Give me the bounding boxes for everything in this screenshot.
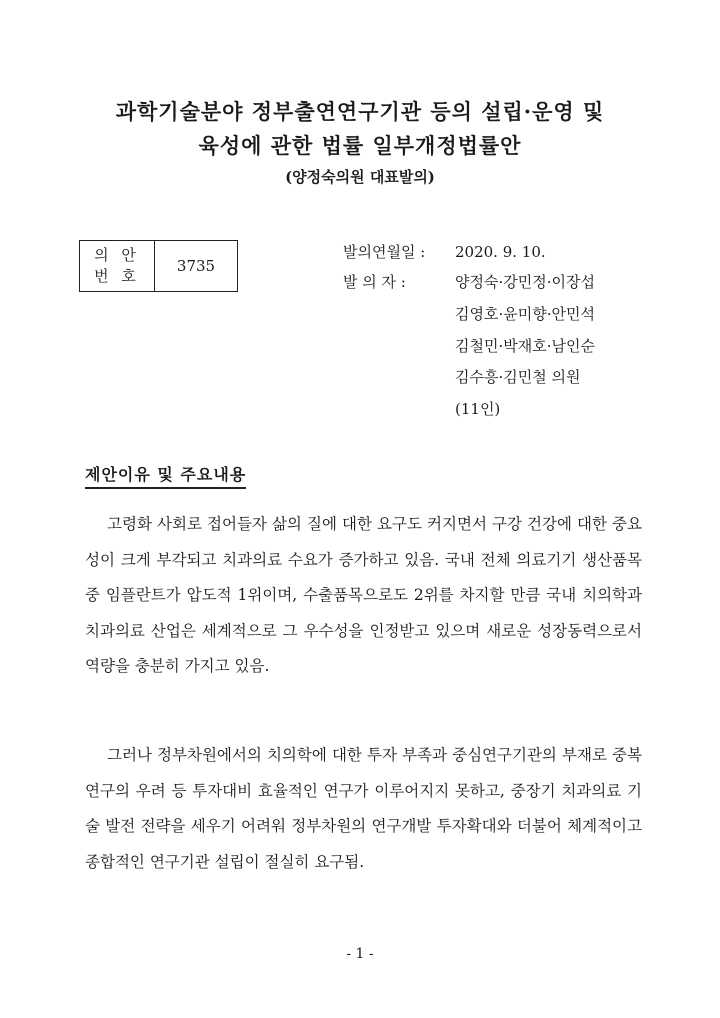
sponsor-line: 김철민·박재호·남인순 [455,337,595,355]
bill-number-label [80,241,155,292]
bill-number-box [79,240,238,292]
bill-title-line-2: 육성에 관한 법률 일부개정법률안 [198,133,522,158]
sponsor-row [343,271,595,292]
bill-title-line-1: 과학기술분야 정부출연연구기관 등의 설립·운영 및 [115,99,605,124]
sponsor-count: (11인) [455,400,501,418]
proposal-date-value: 2020. 9. 10. [455,243,546,261]
bill-number-value: 3735 [155,241,238,292]
bill-number-label-line-1: 의 안 [94,246,140,264]
body-paragraph: 고령화 사회로 접어들자 삶의 질에 대한 요구도 커지면서 구강 건강에 대한 중요성이 크게 부각되고 치과의료 수요가 증가하고 있음. 국내 전체 의료기기 생산품목 중 임플란트가 압도적 1위이며, 수출품목으로도 2위를 차지할 만큼 국내 치의학과 치과의료 산업은 세계적으로 그 우수성을 인정받고 있으며 새로운 성장동력으로서 역량을 충분히 가지고 있음. [85,515,642,675]
sponsor-line: 김영호·윤미향·안민석 [455,305,595,323]
proposal-date-label: 발의연월일 : [343,243,426,261]
proposal-date-row [343,241,546,262]
sponsor-line: 양정숙·강민정·이장섭 [455,273,595,291]
bill-number-label-line-2: 번 호 [94,267,140,285]
sponsor-line: 김수흥·김민철 의원 [455,368,581,386]
section-heading: 제안이유 및 주요내용 [85,462,246,489]
sponsor-label: 발 의 자 : [343,273,406,291]
bill-subtitle: (양정숙의원 대표발의) [285,168,435,186]
body-paragraph: 그러나 정부차원에서의 치의학에 대한 투자 부족과 중심연구기관의 부재로 중복 연구의 우려 등 투자대비 효율적인 연구가 이루어지지 못하고, 중장기 치과의료 기술 발전 전략을 세우기 어려워 정부차원의 연구개발 투자확대와 더불어 체계적이고 종합적인 연구기관 설립이 절실히 요구됨. [85,746,642,871]
page-number: - 1 - [346,946,374,962]
